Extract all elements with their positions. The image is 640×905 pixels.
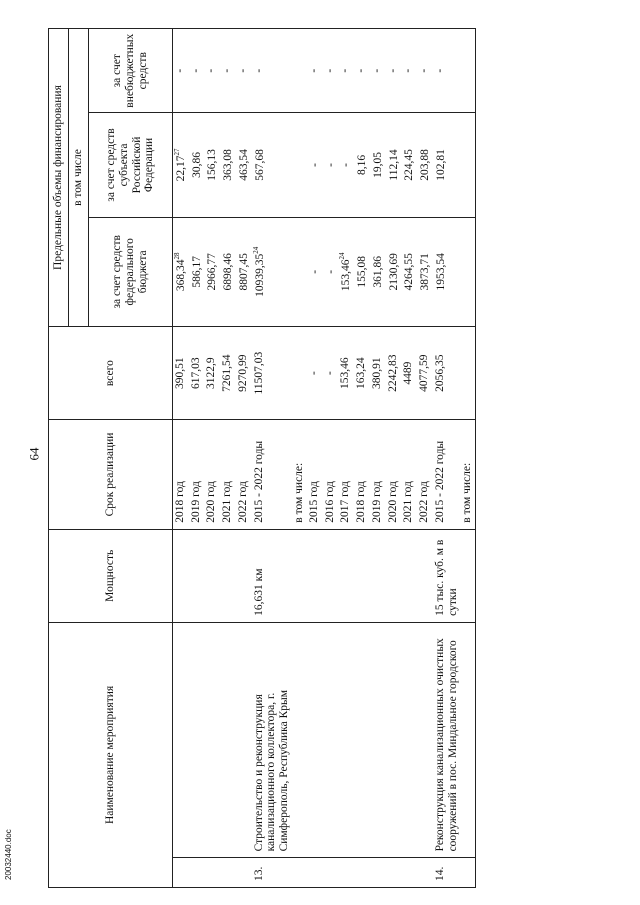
row-number (189, 858, 205, 888)
row-number (370, 858, 386, 888)
measure-name (220, 622, 236, 858)
row-number (220, 858, 236, 888)
total-cell (307, 327, 323, 420)
extrabudget-cell-text: - (386, 68, 399, 73)
capacity-cell (307, 529, 323, 622)
extrabudget-cell (204, 29, 220, 113)
period-cell (401, 420, 417, 530)
header-name: Наименование мероприятия (49, 622, 173, 887)
period-cell (236, 420, 252, 530)
total-cell-text: 9270,99 (236, 354, 249, 392)
total-cell-text: 3122,9 (205, 357, 218, 389)
regional-cell-text: - (308, 163, 321, 167)
extrabudget-cell-text: - (355, 68, 368, 73)
total-cell (252, 327, 293, 420)
measure-name (370, 622, 386, 858)
period-cell-text: 2016 год (323, 481, 336, 523)
footnote-mark: 27 (173, 148, 181, 156)
federal-cell (433, 217, 461, 327)
federal-cell (252, 217, 293, 327)
regional-cell (354, 113, 370, 217)
total-cell-text: 2056,35 (433, 354, 446, 392)
table-row (204, 29, 220, 888)
capacity-cell (354, 529, 370, 622)
period-cell-text: 2017 год (339, 481, 352, 523)
extrabudget-cell (220, 29, 236, 113)
regional-cell-text: 112,14 (387, 149, 400, 181)
federal-cell-text: 368,34 (174, 259, 187, 292)
federal-cell-text: 1953,54 (434, 253, 447, 291)
federal-cell (460, 217, 475, 327)
measure-name (323, 622, 339, 858)
regional-cell-text: 203,88 (418, 149, 431, 181)
capacity-cell (386, 529, 402, 622)
header-federal: за счет средств федерального бюджета (89, 217, 173, 327)
regional-cell-text: 8,16 (355, 154, 368, 176)
federal-cell-text: 153,46 (340, 259, 353, 292)
federal-cell-text: 6898,46 (221, 253, 234, 291)
federal-cell (173, 217, 189, 327)
period-cell (307, 420, 323, 530)
capacity-cell (401, 529, 417, 622)
extrabudget-cell (292, 29, 307, 113)
regional-cell-text: - (340, 163, 353, 167)
extrabudget-cell-text: - (221, 68, 234, 73)
period-cell (323, 420, 339, 530)
period-cell (417, 420, 433, 530)
regional-cell (220, 113, 236, 217)
total-cell (189, 327, 205, 420)
period-cell (189, 420, 205, 530)
table-row (354, 29, 370, 888)
regional-cell (189, 113, 205, 217)
total-cell (386, 327, 402, 420)
extrabudget-cell (189, 29, 205, 113)
total-cell (433, 327, 461, 420)
federal-cell-text: 4264,55 (403, 253, 416, 291)
federal-cell (386, 217, 402, 327)
extrabudget-cell-text: - (252, 68, 265, 73)
extrabudget-cell-text: - (308, 68, 321, 73)
extrabudget-cell (338, 29, 354, 113)
federal-cell (307, 217, 323, 327)
row-number (460, 858, 475, 888)
measure-name (292, 622, 307, 858)
regional-cell-text: 22,17 (174, 155, 187, 182)
regional-cell (370, 113, 386, 217)
measure-name (460, 622, 475, 858)
row-number (236, 858, 252, 888)
extrabudget-cell (307, 29, 323, 113)
total-cell-text: 7261,54 (221, 354, 234, 392)
extrabudget-cell (460, 29, 475, 113)
header-including: в том числе (69, 29, 89, 327)
table-row (433, 29, 461, 888)
row-number (386, 858, 402, 888)
header-funding-group: Предельные объемы финансирования (49, 29, 69, 327)
measure-name (417, 622, 433, 858)
measure-name (433, 622, 461, 858)
period-cell-text: 2021 год (221, 481, 234, 523)
federal-cell-text: - (308, 269, 321, 274)
rotated-page (48, 28, 612, 888)
regional-cell-text: - (324, 163, 337, 167)
federal-cell (236, 217, 252, 327)
federal-cell-text: 10939,35 (253, 253, 266, 297)
measure-name (338, 622, 354, 858)
table-row (323, 29, 339, 888)
total-cell-text: 4077,59 (417, 354, 430, 392)
total-cell (220, 327, 236, 420)
federal-cell (292, 217, 307, 327)
federal-cell-text: 361,86 (371, 255, 384, 288)
period-cell-text: в том числе: (461, 462, 474, 523)
measure-name-text: Реконструкция канализационных очистных сооружений в пос. Миндальное городского (433, 638, 459, 852)
extrabudget-cell (354, 29, 370, 113)
regional-cell (252, 113, 293, 217)
regional-cell (401, 113, 417, 217)
extrabudget-cell-text: - (323, 68, 336, 73)
table-row (173, 29, 189, 888)
period-cell-text: 2018 год (355, 481, 368, 523)
footnote-mark: 24 (251, 246, 260, 254)
period-cell-text: 2015 - 2022 годы (252, 440, 265, 523)
federal-cell (220, 217, 236, 327)
federal-cell (401, 217, 417, 327)
extrabudget-cell (401, 29, 417, 113)
federal-cell (417, 217, 433, 327)
table-row (370, 29, 386, 888)
table-header (49, 29, 173, 888)
row-number (323, 858, 339, 888)
total-cell (204, 327, 220, 420)
capacity-cell-text: 15 тыс. куб. м в сутки (433, 539, 459, 616)
total-cell-text: 390,51 (174, 357, 186, 389)
financing-table (48, 28, 476, 888)
period-cell (204, 420, 220, 530)
period-cell (220, 420, 236, 530)
extrabudget-cell (433, 29, 461, 113)
header-regional: за счет средств субъекта Российской Федерации (89, 113, 173, 217)
federal-cell (323, 217, 339, 327)
regional-cell (338, 113, 354, 217)
extrabudget-cell-text: - (433, 68, 446, 73)
total-cell-text: - (308, 371, 321, 376)
federal-cell-text: 2966,77 (206, 253, 219, 291)
period-cell (173, 420, 189, 530)
total-cell (173, 327, 189, 420)
period-cell (460, 420, 475, 530)
capacity-cell (252, 529, 293, 622)
federal-cell (354, 217, 370, 327)
period-cell-text: 2019 год (370, 481, 383, 523)
capacity-cell (236, 529, 252, 622)
total-cell (354, 327, 370, 420)
row-number (204, 858, 220, 888)
row-number (292, 858, 307, 888)
measure-name (204, 622, 220, 858)
regional-cell-text: 363,08 (221, 149, 234, 181)
period-cell (292, 420, 307, 530)
total-cell (370, 327, 386, 420)
regional-cell (236, 113, 252, 217)
capacity-cell (220, 529, 236, 622)
table-row (189, 29, 205, 888)
total-cell (417, 327, 433, 420)
measure-name (307, 622, 323, 858)
total-cell-text: 11507,03 (252, 351, 265, 395)
row-number (173, 858, 189, 888)
extrabudget-cell-text: - (339, 68, 352, 73)
period-cell-text: 2019 год (189, 481, 202, 523)
federal-cell (338, 217, 354, 327)
period-cell (370, 420, 386, 530)
extrabudget-cell-text: - (174, 68, 186, 73)
federal-cell-text: - (324, 269, 337, 274)
table-row (401, 29, 417, 888)
measure-name (252, 622, 293, 858)
row-number (354, 858, 370, 888)
table-row (236, 29, 252, 888)
capacity-cell (323, 529, 339, 622)
total-cell-text: - (323, 371, 336, 376)
table-row (417, 29, 433, 888)
extrabudget-cell (236, 29, 252, 113)
total-cell-text: 153,46 (339, 357, 352, 389)
extrabudget-cell-text: - (402, 68, 415, 73)
extrabudget-cell (323, 29, 339, 113)
footnote-mark: 28 (173, 252, 181, 260)
extrabudget-cell-text: - (189, 68, 202, 73)
capacity-cell (417, 529, 433, 622)
footer-filename: 20032440.doc (4, 829, 13, 880)
capacity-cell (292, 529, 307, 622)
total-cell (338, 327, 354, 420)
total-cell (292, 327, 307, 420)
total-cell-text: 380,91 (370, 357, 383, 389)
total-cell-text: 2242,83 (386, 354, 399, 392)
table-row (338, 29, 354, 888)
capacity-cell (370, 529, 386, 622)
table-row (460, 29, 475, 888)
regional-cell (433, 113, 461, 217)
measure-name-text: Строительство и реконструкция канализационного коллектора, г. Симферополь, Республика Крым (252, 690, 291, 852)
regional-cell (417, 113, 433, 217)
measure-name (354, 622, 370, 858)
period-cell-text: 2021 год (402, 481, 415, 523)
federal-cell-text: 155,08 (355, 255, 368, 288)
regional-cell-text: 463,54 (237, 149, 250, 181)
total-cell-text: 163,24 (355, 357, 368, 389)
row-number (338, 858, 354, 888)
period-cell (354, 420, 370, 530)
regional-cell (386, 113, 402, 217)
capacity-cell (173, 529, 189, 622)
period-cell (252, 420, 293, 530)
federal-cell-text: 2130,69 (387, 253, 400, 291)
federal-cell-text: 3873,71 (418, 253, 431, 291)
capacity-cell (433, 529, 461, 622)
capacity-cell (460, 529, 475, 622)
period-cell-text: 2020 год (386, 481, 399, 523)
extrabudget-cell-text: - (236, 68, 249, 73)
regional-cell-text: 224,45 (403, 149, 416, 181)
period-cell-text: 2015 год (308, 481, 321, 523)
row-number (417, 858, 433, 888)
footnote-mark: 24 (338, 252, 347, 260)
row-number (252, 858, 293, 888)
row-number-text: 13. (252, 866, 265, 881)
period-cell-text: 2022 год (236, 481, 249, 523)
extrabudget-cell (370, 29, 386, 113)
regional-cell-text: 30,86 (190, 152, 203, 178)
total-cell (401, 327, 417, 420)
table-row (220, 29, 236, 888)
header-capacity: Мощность (49, 529, 173, 622)
regional-cell (323, 113, 339, 217)
row-number-text: 14. (433, 866, 446, 881)
total-cell (236, 327, 252, 420)
regional-cell-text: 156,13 (206, 149, 219, 181)
capacity-cell (204, 529, 220, 622)
table-row (292, 29, 307, 888)
federal-cell-text: 586,17 (190, 255, 203, 288)
table-row (252, 29, 293, 888)
header-total: всего (49, 327, 173, 420)
table-body (173, 29, 476, 888)
extrabudget-cell-text: - (370, 68, 383, 73)
total-cell (460, 327, 475, 420)
total-cell-text: 617,03 (189, 357, 202, 389)
regional-cell-text: 102,81 (434, 149, 447, 181)
extrabudget-cell-text: - (417, 68, 430, 73)
federal-cell (370, 217, 386, 327)
measure-name (189, 622, 205, 858)
measure-name (173, 622, 189, 858)
table-row (386, 29, 402, 888)
total-cell-text: 4489 (402, 361, 415, 385)
header-extrabudget: за счет внебюджетных средств (89, 29, 173, 113)
extrabudget-cell (173, 29, 189, 113)
extrabudget-cell (386, 29, 402, 113)
total-cell (323, 327, 339, 420)
regional-cell (292, 113, 307, 217)
row-number (433, 858, 461, 888)
measure-name (401, 622, 417, 858)
period-cell-text: 2020 год (205, 481, 218, 523)
extrabudget-cell (252, 29, 293, 113)
federal-cell-text: 8807,45 (237, 253, 250, 291)
header-period: Срок реализации (49, 420, 173, 530)
table-row (307, 29, 323, 888)
row-number (307, 858, 323, 888)
page-number: 64 (26, 447, 42, 461)
federal-cell (189, 217, 205, 327)
capacity-cell-text: 16,631 км (252, 568, 265, 616)
extrabudget-cell (417, 29, 433, 113)
period-cell (338, 420, 354, 530)
capacity-cell (338, 529, 354, 622)
regional-cell-text: 19,05 (371, 152, 384, 178)
row-number (401, 858, 417, 888)
regional-cell-text: 567,68 (253, 149, 266, 181)
regional-cell (307, 113, 323, 217)
period-cell-text: 2022 год (417, 481, 430, 523)
measure-name (236, 622, 252, 858)
regional-cell (460, 113, 475, 217)
period-cell-text: 2018 год (174, 481, 186, 523)
capacity-cell (189, 529, 205, 622)
extrabudget-cell-text: - (205, 68, 218, 73)
period-cell-text: в том числе: (293, 462, 306, 523)
regional-cell (173, 113, 189, 217)
federal-cell (204, 217, 220, 327)
period-cell (386, 420, 402, 530)
measure-name (386, 622, 402, 858)
regional-cell (204, 113, 220, 217)
period-cell-text: 2015 - 2022 годы (433, 440, 446, 523)
period-cell (433, 420, 461, 530)
